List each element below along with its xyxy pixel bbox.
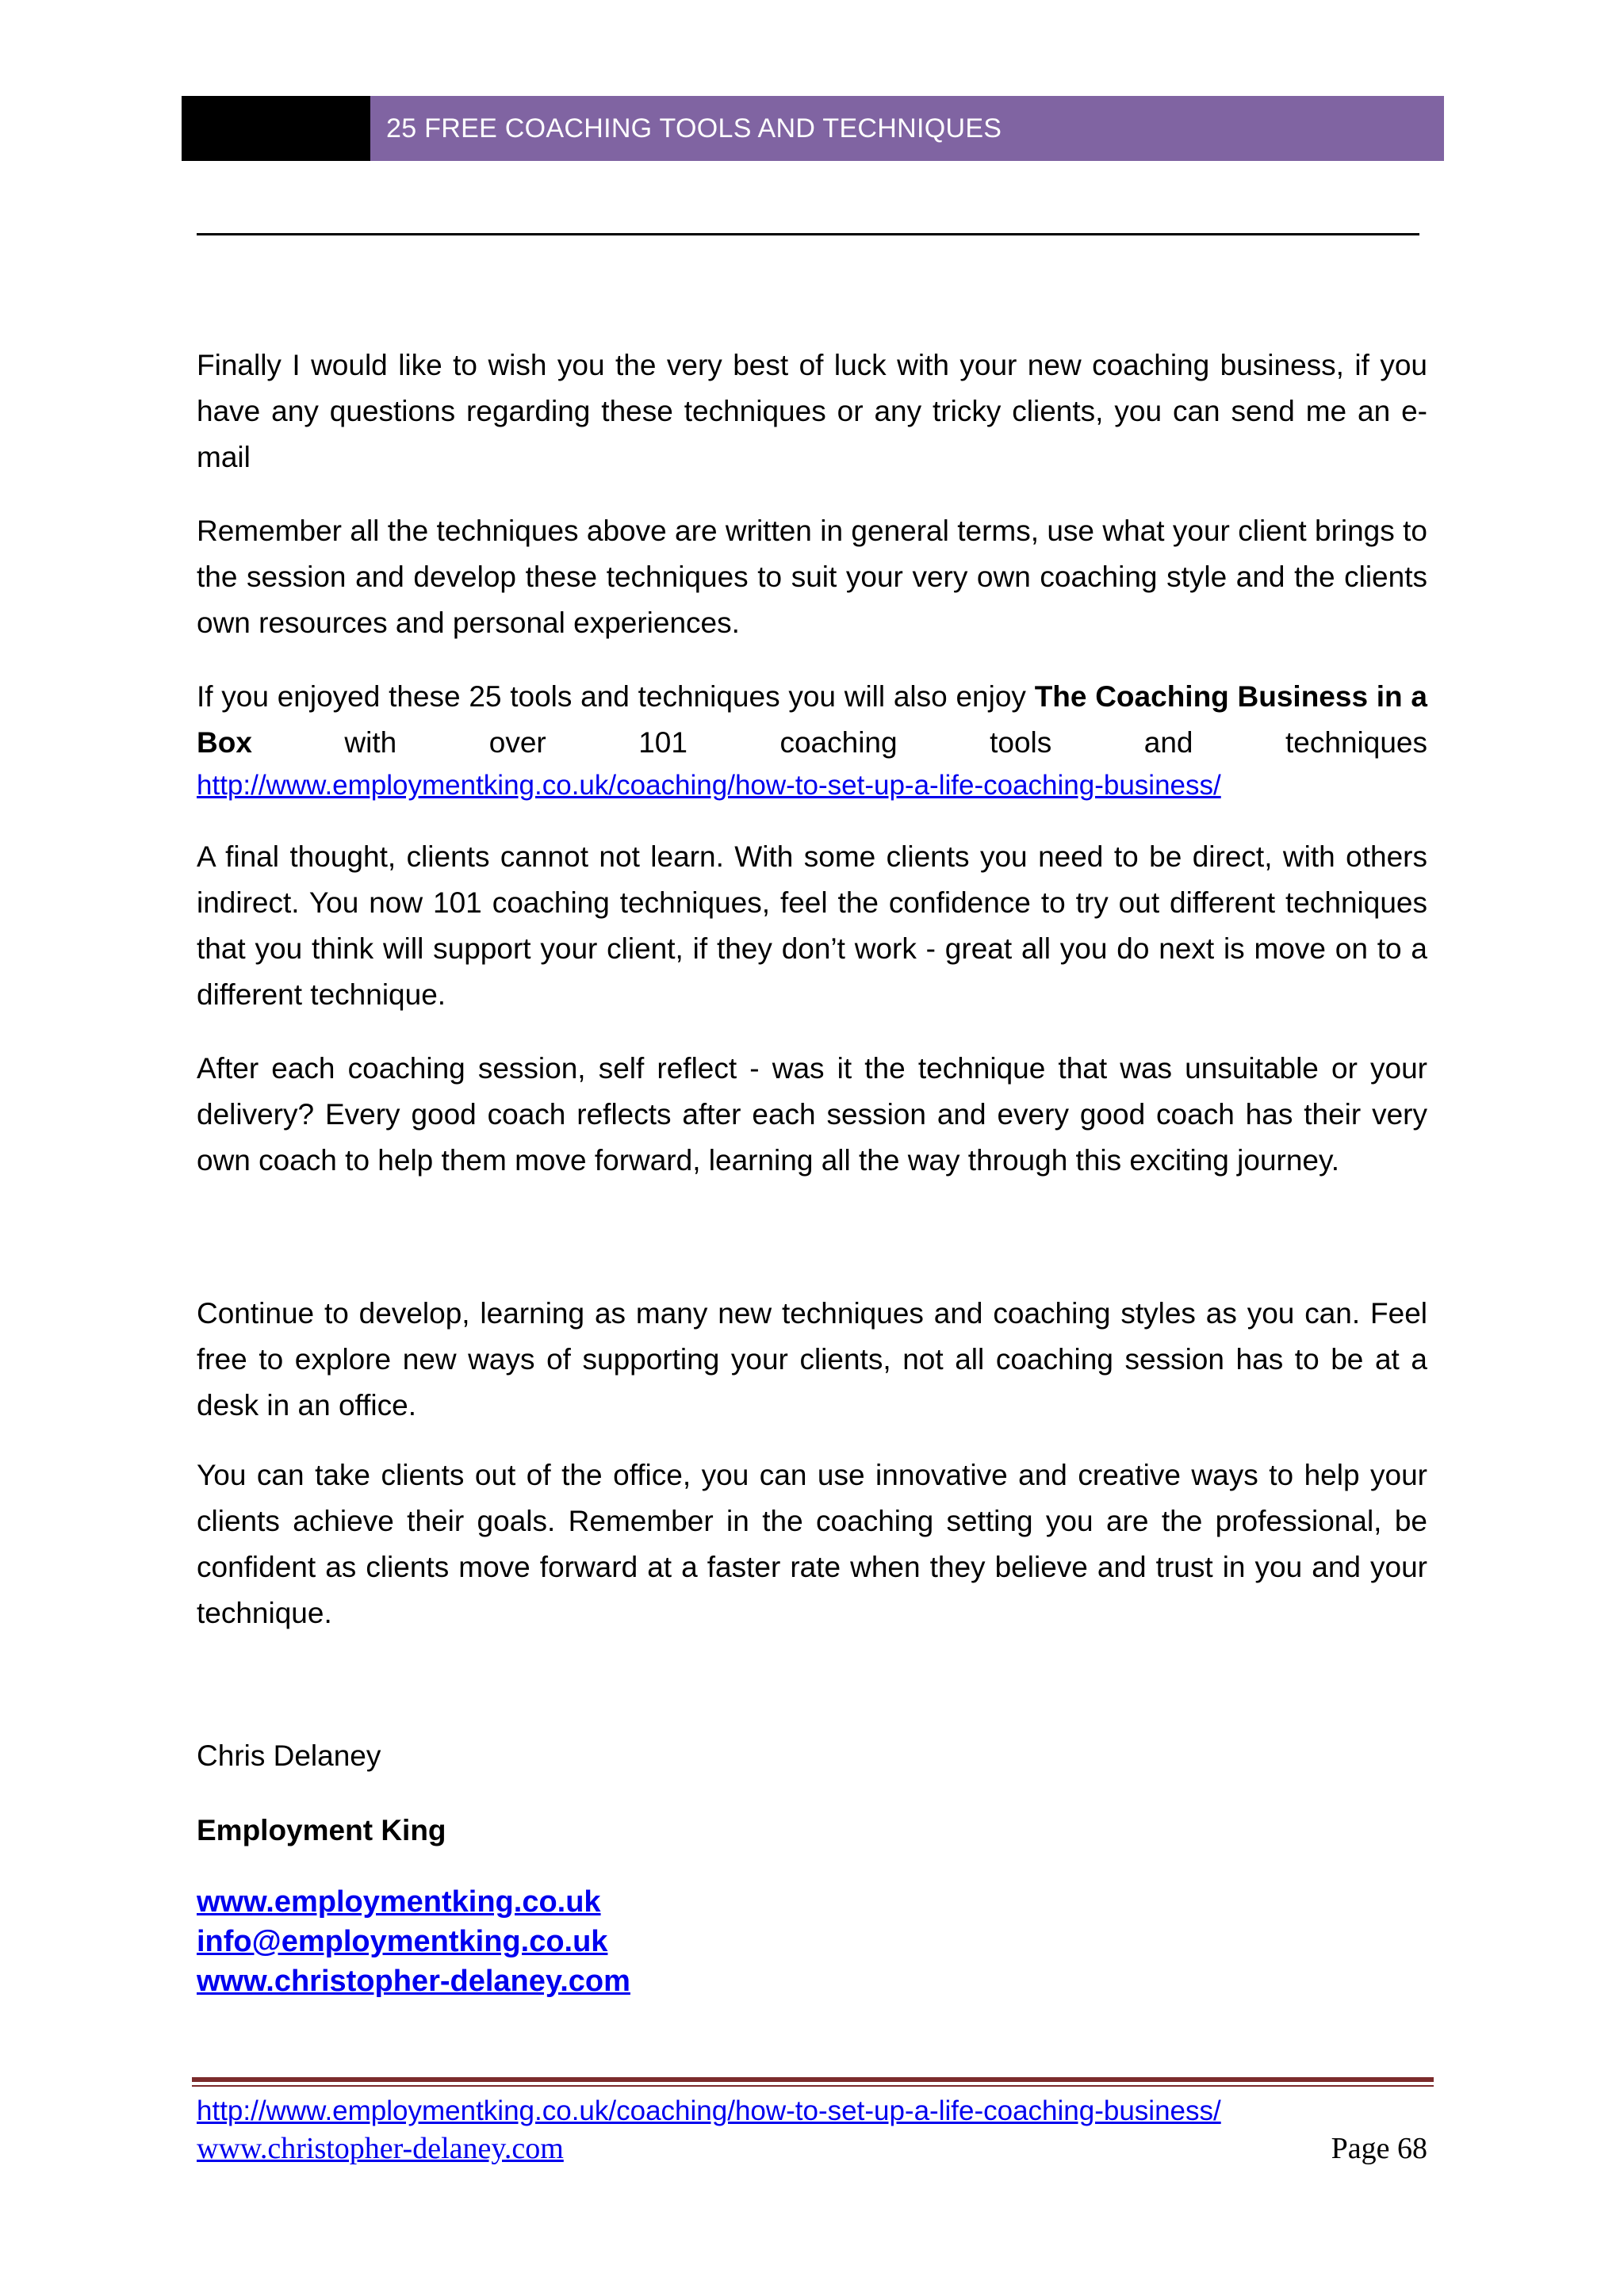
signature-name: Chris Delaney: [197, 1739, 381, 1772]
p3-text-pre: If you enjoyed these 25 tools and techniques you will also enjoy: [197, 680, 1035, 713]
paragraph-good-luck: Finally I would like to wish you the very best of luck with your new coaching business, if you have any questions regarding these techniques or any tricky clients, you can send me an e-mail: [197, 349, 1427, 473]
page-number: Page 68: [1331, 2132, 1427, 2165]
paragraph-business-in-a-box-text: [197, 674, 1427, 766]
paragraph-take-clients-out: You can take clients out of the office, you can use innovative and creative ways to help your clients achieve their goals. Remember in the coaching setting you are the professional, be confident as clients move forward at a faster rate when they believe and trust in you and your technique.: [197, 1459, 1427, 1629]
paragraph-general-terms: Remember all the techniques above are written in general terms, use what your client brings to the session and develop these techniques to suit your very own coaching style and the clients own resources and personal experiences.: [197, 515, 1427, 639]
footer-site-link[interactable]: www.christopher-delaney.com: [197, 2132, 564, 2165]
header-title: 25 FREE COACHING TOOLS AND TECHNIQUES: [386, 113, 1002, 144]
coaching-business-link[interactable]: http://www.employmentking.co.uk/coaching/how-to-set-up-a-life-coaching-business/: [197, 770, 1221, 801]
signature-organization: Employment King: [197, 1814, 446, 1846]
footer-divider-thick: [192, 2077, 1434, 2082]
p3-text-post: with over 101 coaching tools and techniques: [251, 726, 1427, 759]
employmentking-website-link[interactable]: www.employmentking.co.uk: [197, 1885, 601, 1919]
signature-links: [197, 1882, 630, 2001]
paragraph-final-thought: A final thought, clients cannot not learn. With some clients you need to be direct, with others indirect. You now 101 coaching techniques, feel the confidence to try out different techniques that you think will support your client, if they don’t work - great all you do next is move on to a different technique.: [197, 840, 1427, 1011]
email-link[interactable]: info@employmentking.co.uk: [197, 1925, 608, 1958]
christopher-delaney-website-link[interactable]: www.christopher-delaney.com: [197, 1965, 630, 1998]
header-black-block: [182, 96, 370, 161]
paragraph-business-in-a-box: [197, 674, 1427, 806]
top-divider: [197, 233, 1419, 235]
paragraph-continue-develop: Continue to develop, learning as many new techniques and coaching styles as you can. Feel free to explore new ways of supporting your clients, not all coaching session has to be at a desk in an office.: [197, 1297, 1427, 1422]
footer-url-link[interactable]: http://www.employmentking.co.uk/coaching/how-to-set-up-a-life-coaching-business/: [197, 2095, 1221, 2126]
footer-divider-thin: [192, 2085, 1434, 2087]
paragraph-self-reflect: After each coaching session, self reflect - was it the technique that was unsuitable or your delivery? Every good coach reflects after each session and every good coach has their very own coach to help them move forward, learning all the way through this exciting journey.: [197, 1052, 1427, 1177]
book-title: The Coaching Business in a Box: [197, 680, 1427, 759]
